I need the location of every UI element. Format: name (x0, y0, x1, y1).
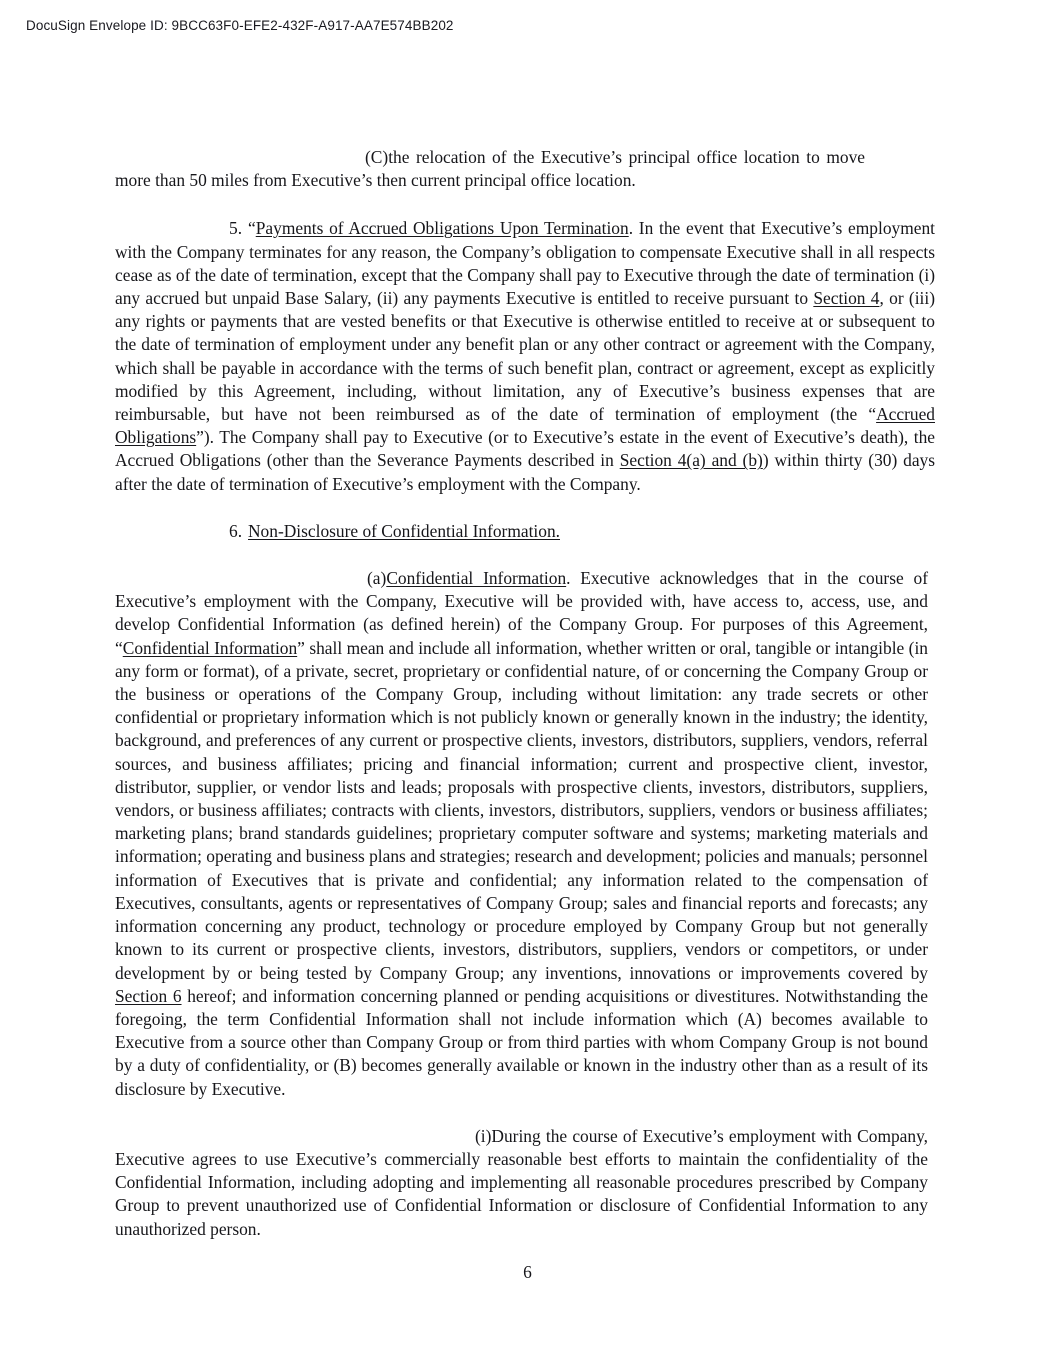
subsection-a-paragraph (115, 567, 928, 1101)
section-5-body-1: . In the event that Executive’s employment with the Company terminates for any reason, the Company’s obligation to compensate Executive shall in all respects cease as of the date of termination, except that the Company shall pay to Executive through the date of termination (i) any accrued but unpaid Base Salary, (ii) any payments Executive is entitled to receive pursuant to (115, 218, 935, 309)
section-5-heading: Payments of Accrued Obligations Upon Termination (255, 218, 629, 239)
section-5-paragraph (115, 217, 935, 495)
spacer (115, 192, 935, 217)
clause-c-paragraph (115, 146, 865, 192)
section-5-body-2: , or (iii) any rights or payments that are vested benefits or that Executive is otherwise entitled to receive at or subsequent to the date of termination of employment under any benefit plan or any other contract or agreement with the Company, which shall be payable in accordance with the terms of such benefit plan, contract or agreement, except as explicitly modified by this Agreement, including, without limitation, any of Executive’s business expenses that are reimbursable, but have not been reimbursed as of the date of termination of employment (the “ (115, 288, 935, 425)
section-6-number: 6. (229, 520, 243, 541)
spacer (115, 543, 935, 567)
docusign-envelope-id: DocuSign Envelope ID: 9BCC63F0-EFE2-432F-A917-AA7E574BB202 (26, 18, 454, 33)
section-4ab-reference: Section 4(a) and (b) (619, 450, 763, 471)
section-6-reference: Section 6 (115, 985, 182, 1006)
subsection-a-body-3: hereof; and information concerning planned or pending acquisitions or divestitures. Notwithstanding the foregoing, the term Confidential Information shall not include information which (A) becomes available to Executive from a source other than Company Group or from third parties with whom Company Group is not bound by a duty of confidentiality, or (B) becomes generally available or known in the industry other than as a result of its disclosure by Executive. (115, 985, 928, 1099)
confidential-information-term: Confidential Information (122, 637, 298, 658)
section-5-number: 5. (229, 218, 243, 239)
subsection-a-label: (a) (367, 568, 387, 589)
section-6-heading-line (115, 520, 935, 543)
section-6-heading: Non-Disclosure of Confidential Information. (248, 520, 560, 541)
spacer (115, 496, 935, 520)
subsection-a-body-2: ” shall mean and include all information, whether written or oral, tangible or intangible (in any form or format), of a private, secret, proprietary or confidential nature, of or concerning the Company Group or the business or operations of the Company Group, including without limitation: any trade secrets or other confidential or proprietary information which is not publicly known or generally known in the industry; the identity, background, and preferences of any current or prospective clients, investors, distributors, suppliers, vendors, referral sources, and business affiliates; pricing and financial information; current and prospective client, investor, distributor, supplier, or vendor lists and leads; proposals with prospective clients, investors, distributors, suppliers, vendors, or business affiliates; contracts with clients, investors, distributors, suppliers, vendors or business affiliates; marketing plans; brand standards guidelines; proprietary computer software and systems; marketing materials and information; operating and business plans and strategies; research and development; policies and manuals; personnel information of Executives that is private and confidential; any information related to the compensation of Executives, consultants, agents or representatives of Company Group; sales and financial reports and forecasts; any information concerning any product, technology or procedure employed by Company Group but not generally known to its current or prospective clients, investors, distributors, suppliers, vendors or competitors, or under development by or being tested by Company Group; any inventions, innovations or improvements covered by (115, 637, 928, 983)
document-body (115, 146, 935, 1241)
section-4-reference: Section 4 (813, 288, 880, 309)
subsection-a-heading: Confidential Information (386, 568, 567, 589)
page-number: 6 (523, 1262, 532, 1282)
subsection-i-label: (i) (475, 1125, 492, 1146)
subsection-a-body-1: . Executive acknowledges that in the course of Executive’s employment with the Company, Executive will be provided with, have access to, access, use, and develop Confidential Information (as defined herein) of the Company Group. For purposes of this Agreement, “ (115, 568, 928, 658)
clause-c-label: (C) (365, 147, 389, 167)
spacer (115, 1101, 935, 1125)
accrued-obligations-term: Accrued Obligations (115, 404, 935, 448)
subsection-i-paragraph (115, 1125, 928, 1241)
subsection-i-text: During the course of Executive’s employment with Company, Executive agrees to use Executive’s commercially reasonable best efforts to maintain the confidentiality of the Confidential Information, including adopting and implementing all reasonable procedures prescribed by Company Group to prevent unauthorized use of Confidential Information or disclosure of Confidential Information to any unauthorized person. (115, 1125, 928, 1239)
section-5-open-quote: “ (248, 218, 256, 239)
section-5-body-3: ”). The Company shall pay to Executive (or to Executive’s estate in the event of Executive’s death), the Accrued Obligations (other than the Severance Payments described in (115, 427, 935, 471)
clause-c-text: the relocation of the Executive’s principal office location to move more than 50 miles from Executive’s then current principal office location. (115, 147, 865, 191)
section-5-body-4: ) within thirty (30) days after the date of termination of Executive’s employment with the Company. (115, 450, 936, 494)
